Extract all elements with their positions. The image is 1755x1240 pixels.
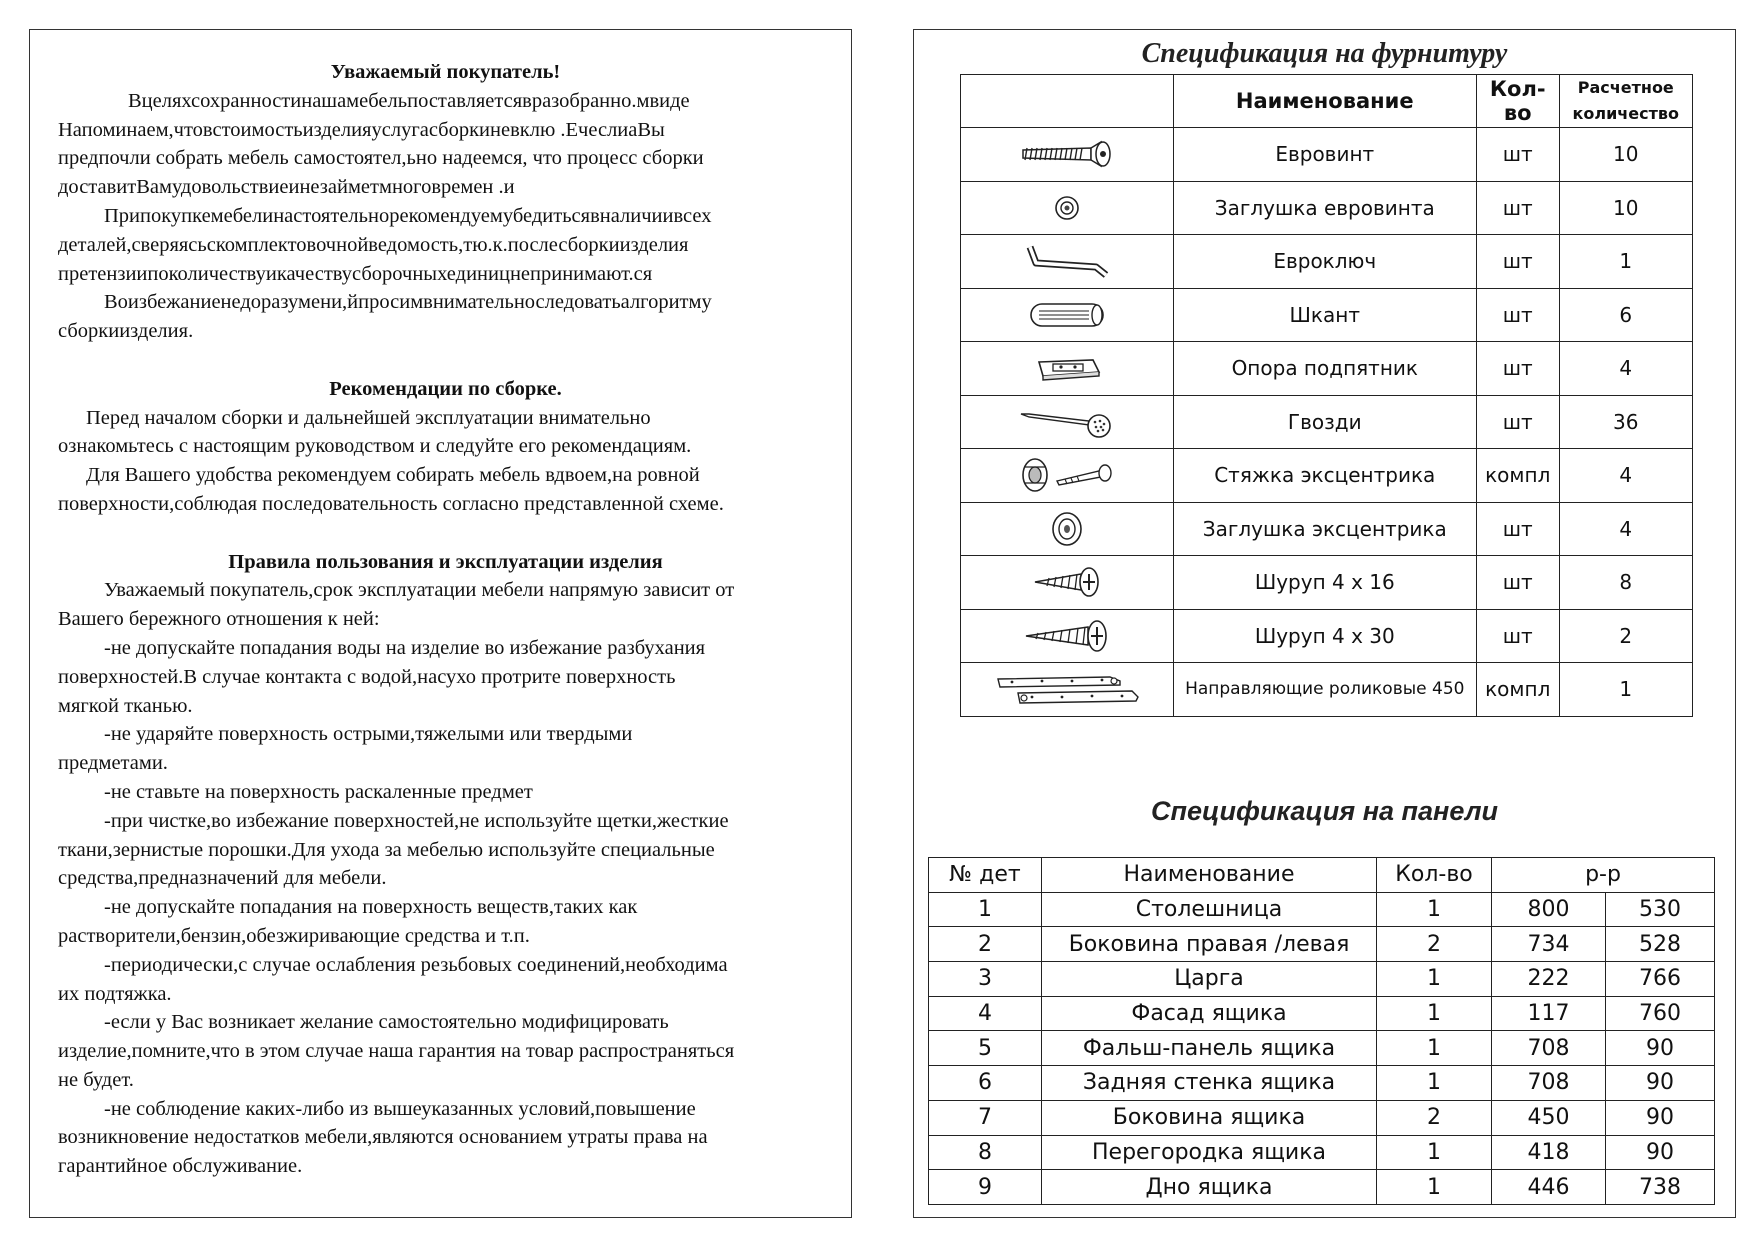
fitting-qty: 10 (1559, 128, 1692, 182)
rules-line: предметами. (58, 752, 168, 775)
intro-line: Напоминаем,чтовстоимостьизделияуслугасборкиневклю .ЕчеслиаВы (58, 118, 665, 141)
recommendations-line: Для Вашего удобства рекомендуем собирать мебель вдвоем,на ровной (86, 464, 700, 487)
panel-size-a: 800 (1492, 892, 1606, 927)
fitting-qty: 6 (1559, 288, 1692, 342)
rules-line: -не соблюдение каких-либо из вышеуказанных условий,повышение (104, 1097, 696, 1120)
panel-qty: 1 (1377, 1135, 1492, 1170)
intro-line: предпочли собрать мебель самостоятел,ьно надеемся, что процесс сборки (58, 147, 704, 170)
fitting-unit: компл (1476, 663, 1559, 717)
panel-qty: 2 (1377, 1100, 1492, 1135)
panel-size-a: 418 (1492, 1135, 1606, 1170)
fitting-qty: 4 (1559, 449, 1692, 503)
panel-num: 4 (929, 996, 1042, 1031)
header-qty: Кол-во (1377, 858, 1492, 893)
fitting-unit: компл (1476, 449, 1559, 503)
cam-cap-icon (961, 502, 1174, 556)
fitting-name: Шуруп 4 х 30 (1173, 609, 1476, 663)
panels-table (928, 857, 1715, 1205)
fittings-header-row (961, 75, 1693, 128)
intro-line: деталей,сверяясьскомплектовочнойведомость,тю.к.послесборкиизделия (58, 233, 689, 256)
panel-size-b: 760 (1606, 996, 1715, 1031)
table-row (961, 235, 1693, 289)
instructions-panel (29, 29, 852, 1218)
panel-size-b: 528 (1606, 927, 1715, 962)
fitting-name: Заглушка евровинта (1173, 181, 1476, 235)
panel-size-a: 222 (1492, 962, 1606, 997)
fittings-title: Спецификация на фурнитуру (1141, 38, 1508, 69)
fitting-name: Заглушка эксцентрика (1173, 502, 1476, 556)
table-row (961, 609, 1693, 663)
dowel-icon (961, 288, 1174, 342)
table-row (929, 1170, 1715, 1205)
fitting-unit: шт (1476, 502, 1559, 556)
recommendations-line: Перед началом сборки и дальнейшей эксплуатации внимательно (86, 406, 651, 429)
fittings-table (960, 74, 1693, 717)
panel-name: Фасад ящика (1042, 996, 1377, 1031)
table-row (929, 996, 1715, 1031)
rules-line: мягкой тканью. (58, 694, 193, 717)
header-icon (961, 75, 1174, 128)
fitting-unit: шт (1476, 609, 1559, 663)
panel-num: 5 (929, 1031, 1042, 1066)
fitting-name: Евроключ (1173, 235, 1476, 289)
intro-line: Воизбежаниенедоразумени,йпросимвнимательноследоватьалгоритму (104, 291, 712, 314)
panel-name: Дно ящика (1042, 1170, 1377, 1205)
recommendations-line: поверхности,соблюдая последовательность согласно представленной схеме. (58, 492, 724, 515)
panel-name: Фальш-панель ящика (1042, 1031, 1377, 1066)
fitting-unit: шт (1476, 342, 1559, 396)
fitting-qty: 10 (1559, 181, 1692, 235)
table-row (961, 502, 1693, 556)
table-row (929, 1031, 1715, 1066)
table-row (929, 1100, 1715, 1135)
table-row (961, 342, 1693, 396)
table-row (961, 288, 1693, 342)
panel-qty: 1 (1377, 962, 1492, 997)
panel-name: Задняя стенка ящика (1042, 1066, 1377, 1101)
table-row (961, 395, 1693, 449)
rules-line: Уважаемый покупатель,срок эксплуатации мебели напрямую зависит от (104, 579, 735, 602)
panel-size-b: 90 (1606, 1100, 1715, 1135)
panel-name: Боковина ящика (1042, 1100, 1377, 1135)
fitting-name: Гвозди (1173, 395, 1476, 449)
fitting-unit: шт (1476, 235, 1559, 289)
panel-size-a: 446 (1492, 1170, 1606, 1205)
fitting-unit: шт (1476, 395, 1559, 449)
intro-line: доставитВамудовольствиеинезайметмноговремен .и (58, 176, 515, 199)
rules-line: возникновение недостатков мебели,являются основанием утраты права на (58, 1126, 708, 1149)
rules-title: Правила пользования и эксплуатации изделия (228, 550, 663, 573)
panel-size-a: 708 (1492, 1031, 1606, 1066)
panel-qty: 2 (1377, 927, 1492, 962)
panel-num: 6 (929, 1066, 1042, 1101)
panel-qty: 1 (1377, 1066, 1492, 1101)
panel-size-a: 450 (1492, 1100, 1606, 1135)
fitting-unit: шт (1476, 128, 1559, 182)
fitting-unit: шт (1476, 556, 1559, 610)
panel-num: 2 (929, 927, 1042, 962)
rules-line: -не допускайте попадания на поверхность веществ,таких как (104, 896, 638, 919)
nail-icon (961, 395, 1174, 449)
fitting-unit: шт (1476, 288, 1559, 342)
table-row (961, 556, 1693, 610)
foot-glide-icon (961, 342, 1174, 396)
rules-line: -при чистке,во избежание поверхностей,не используйте щетки,жесткие (104, 809, 729, 832)
fitting-qty: 8 (1559, 556, 1692, 610)
table-row (929, 962, 1715, 997)
table-row (961, 181, 1693, 235)
panels-title: Спецификация на панели (1151, 796, 1498, 826)
header-size: р-р (1492, 858, 1715, 893)
fitting-qty: 4 (1559, 342, 1692, 396)
hex-key-icon (961, 235, 1174, 289)
panel-size-a: 734 (1492, 927, 1606, 962)
table-row (929, 892, 1715, 927)
panel-num: 1 (929, 892, 1042, 927)
specification-panel (913, 29, 1736, 1218)
header-calc-line1: Расчетное (1577, 78, 1674, 97)
panel-size-a: 708 (1492, 1066, 1606, 1101)
fitting-name: Направляющие роликовые 450 (1173, 663, 1476, 717)
fitting-name: Опора подпятник (1173, 342, 1476, 396)
rules-line: средства,предназначений для мебели. (58, 867, 387, 890)
table-row (961, 449, 1693, 503)
panel-num: 7 (929, 1100, 1042, 1135)
header-name: Наименование (1173, 75, 1476, 128)
table-row (961, 128, 1693, 182)
rules-line: их подтяжка. (58, 982, 172, 1005)
panel-qty: 1 (1377, 892, 1492, 927)
instructions-text (58, 58, 833, 1181)
panel-size-b: 766 (1606, 962, 1715, 997)
long-screw-icon (961, 609, 1174, 663)
rules-line: не будет. (58, 1068, 134, 1091)
header-qty: Кол-во (1476, 75, 1559, 128)
fitting-name: Шкант (1173, 288, 1476, 342)
rules-line: ткани,зернистые порошки.Для ухода за мебелью используйте специальные (58, 838, 715, 861)
panel-qty: 1 (1377, 1170, 1492, 1205)
panel-qty: 1 (1377, 1031, 1492, 1066)
rules-line: Вашего бережного отношения к ней: (58, 608, 380, 631)
intro-line: Припокупкемебелинастоятельнорекомендуемубедитьсявналичиивсех (104, 204, 712, 227)
intro-line: Вцеляхсохранностинашамебельпоставляетсявразобранно.мвиде (128, 89, 690, 112)
panel-size-b: 738 (1606, 1170, 1715, 1205)
panel-qty: 1 (1377, 996, 1492, 1031)
roller-slide-icon (961, 663, 1174, 717)
panel-name: Столешница (1042, 892, 1377, 927)
header-name: Наименование (1042, 858, 1377, 893)
panel-num: 3 (929, 962, 1042, 997)
panel-size-b: 530 (1606, 892, 1715, 927)
fitting-qty: 2 (1559, 609, 1692, 663)
fitting-name: Стяжка эксцентрика (1173, 449, 1476, 503)
header-calc (1559, 75, 1692, 128)
rules-line: -если у Вас возникает желание самостоятельно модифицировать (104, 1011, 669, 1034)
cam-lock-icon (961, 449, 1174, 503)
greeting-title: Уважаемый покупатель! (330, 61, 561, 83)
rules-line: гарантийное обслуживание. (58, 1155, 303, 1178)
panel-name: Боковина правая /левая (1042, 927, 1377, 962)
intro-line: сборкиизделия. (58, 320, 194, 343)
table-row (929, 1066, 1715, 1101)
panel-size-b: 90 (1606, 1135, 1715, 1170)
table-row (929, 1135, 1715, 1170)
rules-line: растворители,бензин,обезжиривающие средства и т.п. (58, 924, 530, 947)
panel-name: Перегородка ящика (1042, 1135, 1377, 1170)
rules-line: изделие,помните,что в этом случае наша гарантия на товар распространяться (58, 1040, 735, 1063)
panels-header-row (929, 858, 1715, 893)
panel-num: 8 (929, 1135, 1042, 1170)
eurovint-cap-icon (961, 181, 1174, 235)
fitting-name: Евровинт (1173, 128, 1476, 182)
panel-num: 9 (929, 1170, 1042, 1205)
table-row (929, 927, 1715, 962)
eurovint-screw-icon (961, 128, 1174, 182)
rules-line: поверхностей.В случае контакта с водой,насухо протрите поверхность (58, 665, 676, 688)
fitting-qty: 1 (1559, 235, 1692, 289)
fitting-qty: 1 (1559, 663, 1692, 717)
panel-size-b: 90 (1606, 1031, 1715, 1066)
rules-line: -не допускайте попадания воды на изделие во избежание разбухания (104, 636, 706, 659)
rules-line: -не ставьте на поверхность раскаленные предмет (104, 780, 533, 803)
panel-size-a: 117 (1492, 996, 1606, 1031)
header-calc-line2: количество (1572, 104, 1680, 123)
panel-name: Царга (1042, 962, 1377, 997)
fitting-name: Шуруп 4 х 16 (1173, 556, 1476, 610)
panel-size-b: 90 (1606, 1066, 1715, 1101)
intro-line: претензиипоколичествуикачествусборочныхединицнепринимают.ся (58, 262, 653, 285)
table-row (961, 663, 1693, 717)
rules-line: -периодически,с случае ослабления резьбовых соединений,необходима (104, 953, 728, 976)
fitting-unit: шт (1476, 181, 1559, 235)
header-num: № дет (929, 858, 1042, 893)
recommendations-title: Рекомендации по сборке. (329, 377, 562, 400)
short-screw-icon (961, 556, 1174, 610)
fitting-qty: 36 (1559, 395, 1692, 449)
recommendations-line: ознакомьтесь с настоящим руководством и следуйте его рекомендациям. (58, 435, 692, 458)
rules-line: -не ударяйте поверхность острыми,тяжелыми или твердыми (104, 723, 633, 746)
fitting-qty: 4 (1559, 502, 1692, 556)
